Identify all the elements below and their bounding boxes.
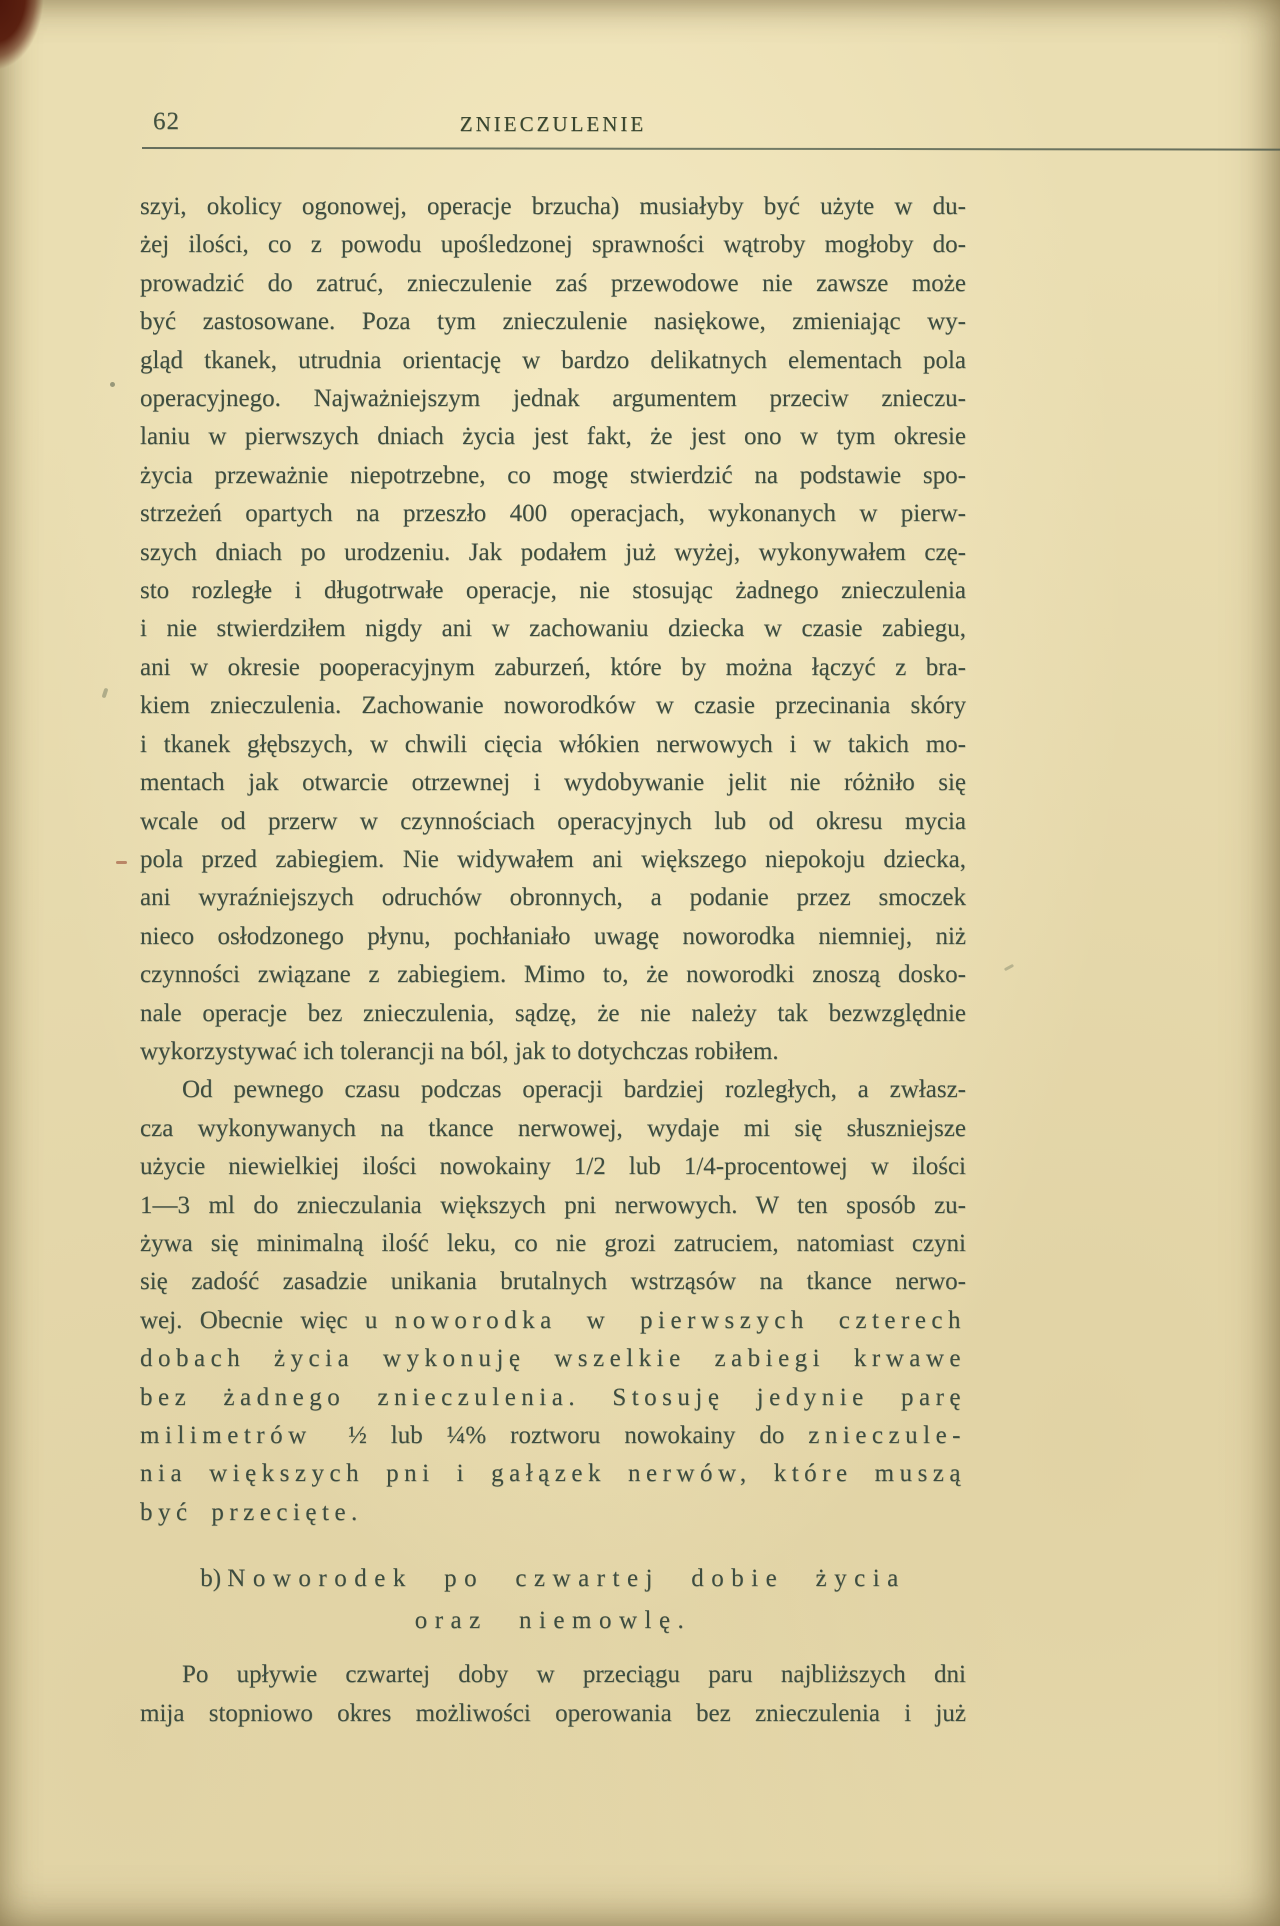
body-text: żej ilości, co z powodu upośledzonej sprawności wątroby mogłoby do- bbox=[140, 231, 966, 259]
text-block bbox=[140, 188, 966, 1733]
text-line bbox=[140, 380, 966, 418]
body-text: czynności związane z zabiegiem. Mimo to, że noworodki znoszą dosko- bbox=[140, 961, 966, 989]
running-title: ZNIECZULENIE bbox=[459, 112, 647, 136]
header-rule bbox=[142, 147, 1280, 151]
text-line bbox=[140, 572, 966, 610]
emphasized-text: dobach życia wykonuję wszelkie zabiegi krwawe bbox=[140, 1345, 966, 1373]
emphasized-text: Noworodek po czwartej dobie życia bbox=[227, 1565, 906, 1593]
text-line bbox=[140, 726, 966, 764]
body-text: Po upływie czwartej doby w przeciągu paru najbliższych dni bbox=[182, 1661, 966, 1689]
text-line bbox=[140, 226, 966, 264]
text-line bbox=[140, 841, 966, 879]
body-text: nieco osłodzonego płynu, pochłaniało uwagę noworodka niemniej, niż bbox=[140, 922, 966, 950]
text-line bbox=[140, 918, 966, 956]
paragraph bbox=[140, 1071, 966, 1532]
text-line bbox=[140, 1379, 966, 1417]
text-line bbox=[140, 649, 966, 687]
body-text: się zadość zasadzie unikania brutalnych wstrząsów na tkance nerwo- bbox=[140, 1268, 966, 1296]
text-line bbox=[140, 1417, 966, 1455]
text-line bbox=[140, 303, 966, 341]
body-text: wcale od przerw w czynnościach operacyjnych lub od okresu mycia bbox=[140, 807, 966, 835]
text-line bbox=[140, 342, 966, 380]
body-text: laniu w pierwszych dniach życia jest fakt, że jest ono w tym okresie bbox=[140, 423, 966, 451]
body-text: i nie stwierdziłem nigdy ani w zachowaniu dziecka w czasie zabiegu, bbox=[140, 615, 966, 643]
body-text: szych dniach po urodzeniu. Jak podałem już wyżej, wykonywałem czę- bbox=[140, 538, 966, 566]
text-line bbox=[140, 764, 966, 802]
body-text: i tkanek głębszych, w chwili cięcia włókien nerwowych i w takich mo- bbox=[140, 730, 966, 758]
text-line bbox=[140, 1071, 966, 1109]
emphasized-text: bez żadnego znieczulenia. Stosuję jedynie parę bbox=[140, 1383, 966, 1411]
body-text: strzeżeń opartych na przeszło 400 operacjach, wykonanych w pierw- bbox=[140, 500, 966, 528]
body-text: Od pewnego czasu podczas operacji bardziej rozległych, a zwłasz- bbox=[182, 1076, 966, 1104]
paragraph bbox=[140, 188, 966, 1071]
text-line bbox=[140, 879, 966, 917]
body-text: żywa się minimalną ilość leku, co nie grozi zatruciem, natomiast czyni bbox=[140, 1229, 966, 1257]
text-line bbox=[140, 534, 966, 572]
text-line bbox=[140, 1110, 966, 1148]
body-text: ani w okresie pooperacyjnym zaburzeń, które by można łączyć z bra- bbox=[140, 653, 966, 681]
text-line bbox=[140, 956, 966, 994]
text-line bbox=[140, 1340, 966, 1378]
body-text: cza wykonywanych na tkance nerwowej, wydaje mi się słuszniejsze bbox=[140, 1114, 966, 1142]
paragraph bbox=[140, 1656, 966, 1733]
text-line bbox=[140, 188, 966, 226]
text-line bbox=[140, 995, 966, 1033]
body-text: prowadzić do zatruć, znieczulenie zaś przewodowe nie zawsze może bbox=[140, 269, 966, 297]
scan-speck bbox=[116, 861, 127, 864]
text-line bbox=[140, 1187, 966, 1225]
body-text: operacyjnego. Najważniejszym jednak argumentem przeciw znieczu- bbox=[140, 385, 966, 413]
text-line bbox=[140, 1695, 966, 1733]
body-text: ani wyraźniejszych odruchów obronnych, a podanie przez smoczek bbox=[140, 884, 966, 912]
text-line bbox=[140, 418, 966, 456]
text-line bbox=[140, 1558, 966, 1600]
body-text: ½ lub ¼% roztworu nowokainy do bbox=[348, 1422, 809, 1449]
emphasized-text: milimetrów bbox=[140, 1422, 349, 1449]
body-text: b) bbox=[200, 1565, 228, 1593]
text-line bbox=[140, 457, 966, 495]
text-line bbox=[140, 610, 966, 648]
body-text: być zastosowane. Poza tym znieczulenie nasiękowe, zmieniając wy- bbox=[140, 308, 966, 336]
body-text: mentach jak otwarcie otrzewnej i wydobywanie jelit nie różniło się bbox=[140, 769, 966, 797]
emphasized-text: nia większych pni i gałązek nerwów, które muszą bbox=[140, 1460, 966, 1488]
body-text: gląd tkanek, utrudnia orientację w bardzo delikatnych elementach pola bbox=[140, 346, 966, 374]
text-line bbox=[140, 1600, 966, 1642]
emphasized-text: być przecięte. bbox=[140, 1498, 363, 1526]
emphasized-text: znieczule- bbox=[808, 1422, 966, 1449]
text-line bbox=[140, 1455, 966, 1493]
text-line bbox=[140, 1302, 966, 1340]
corner-stain bbox=[0, 0, 66, 100]
body-text: nale operacje bez znieczulenia, sądzę, że nie należy tak bezwzględnie bbox=[140, 999, 966, 1027]
text-line bbox=[140, 1225, 966, 1263]
text-line bbox=[140, 1148, 966, 1186]
text-line bbox=[140, 803, 966, 841]
text-line bbox=[140, 1494, 966, 1532]
body-text: użycie niewielkiej ilości nowokainy 1/2 lub 1/4-procentowej w ilości bbox=[140, 1153, 966, 1181]
body-text: 1—3 ml do znieczulania większych pni nerwowych. W ten sposób zu- bbox=[140, 1191, 966, 1219]
body-text: szyi, okolicy ogonowej, operacje brzucha) musiałyby być użyte w du- bbox=[140, 193, 966, 220]
body-text: mija stopniowo okres możliwości operowania bez znieczulenia i już bbox=[140, 1699, 966, 1727]
text-line bbox=[140, 687, 966, 725]
emphasized-text: noworodka w pierwszych czterech bbox=[394, 1306, 967, 1334]
page-number: 62 bbox=[153, 108, 180, 135]
text-line bbox=[140, 1033, 966, 1071]
section-heading bbox=[140, 1558, 966, 1642]
body-text: wykorzystywać ich tolerancji na ból, jak to dotychczas robiłem. bbox=[140, 1037, 779, 1065]
scan-speck bbox=[1004, 964, 1014, 971]
body-text: pola przed zabiegiem. Nie widywałem ani większego niepokoju dziecka, bbox=[140, 845, 966, 873]
text-line bbox=[140, 265, 966, 303]
body-text: wej. Obecnie więc u bbox=[140, 1306, 395, 1334]
body-text: sto rozległe i długotrwałe operacje, nie stosując żadnego znieczulenia bbox=[140, 577, 966, 605]
body-text: kiem znieczulenia. Zachowanie noworodków w czasie przecinania skóry bbox=[140, 692, 966, 720]
text-line bbox=[140, 1263, 966, 1301]
text-line bbox=[140, 495, 966, 533]
scan-speck bbox=[102, 688, 109, 699]
scan-speck bbox=[110, 382, 115, 387]
body-text: życia przeważnie niepotrzebne, co mogę stwierdzić na podstawie spo- bbox=[140, 461, 966, 489]
text-line bbox=[140, 1656, 966, 1694]
emphasized-text: oraz niemowlę. bbox=[414, 1607, 692, 1635]
